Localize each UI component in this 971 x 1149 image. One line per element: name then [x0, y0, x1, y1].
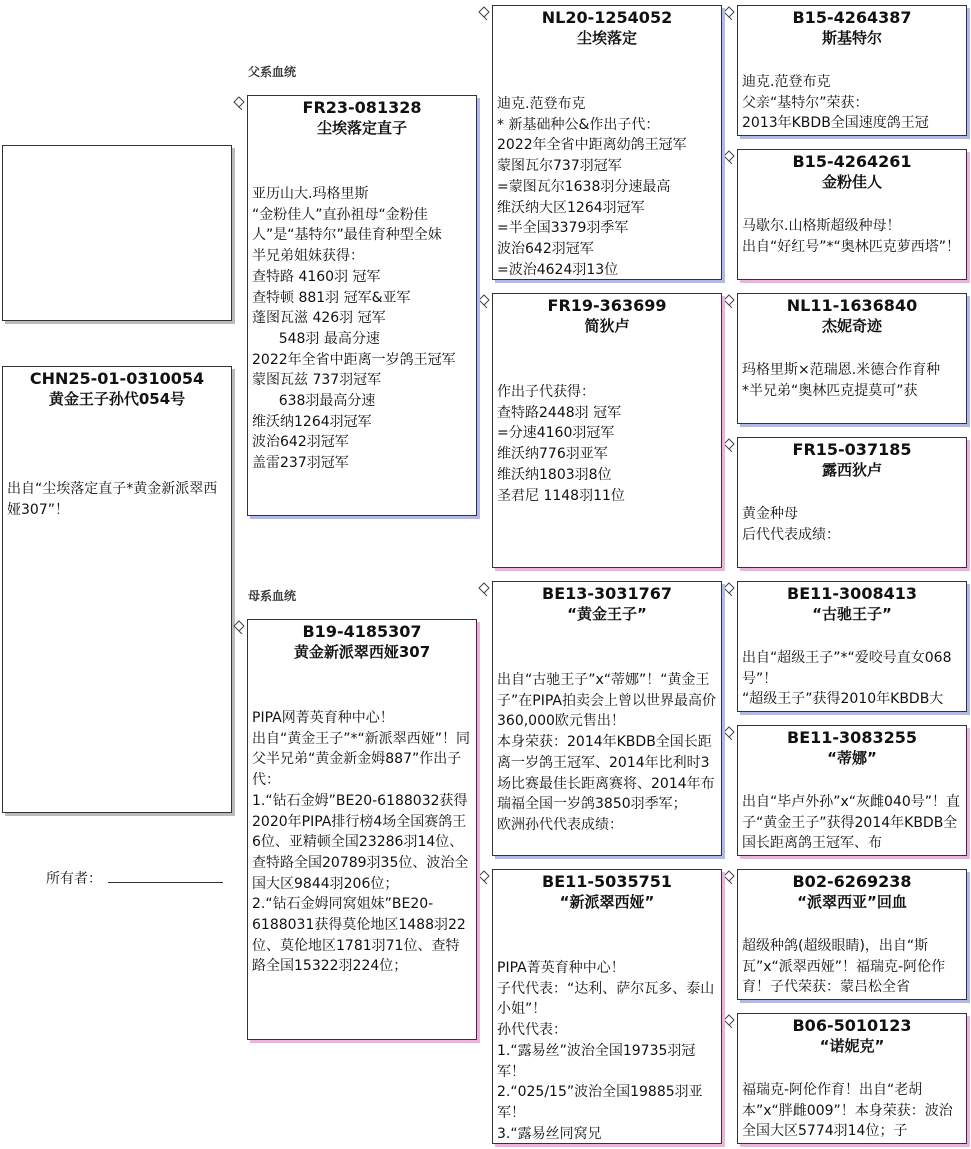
ring-number: B02-6269238 — [792, 872, 912, 891]
pigeon-name: “派翠西亚”回血 — [797, 893, 907, 911]
pigeon-name: 尘埃落定 — [576, 29, 637, 47]
paperclip-icon — [722, 1014, 736, 1028]
paperclip-icon — [722, 438, 736, 452]
pigeon-description: 福瑞克-阿伦作育！出自“老胡本”x“胖雌009”！本身荣获：波治全国大区5774羽14位；子 — [742, 1082, 953, 1140]
ring-number: FR19-363699 — [547, 296, 667, 315]
dam-dam-card[interactable] — [492, 869, 722, 1144]
pigeon-name: “蒂娜” — [827, 749, 877, 767]
pigeon-name: “古驰王子” — [812, 605, 892, 623]
paperclip-icon — [722, 150, 736, 164]
ring-number: BE13-3031767 — [542, 584, 672, 603]
pigeon-description: 亚历山大.玛格里斯 “金粉佳人”直孙祖母“金粉佳人”是“基特尔”最佳育种型全妹 半兄弟姐妹获得： 查特路 4160羽 冠军 查特顿 881羽 冠军&亚军 蓬图瓦滋 426羽 冠军 548羽 最高分速 2022年全省中距离一岁鸽王冠军 蒙图瓦兹 737羽冠军 638羽最高分速 维沃纳1264羽冠军 波治642羽冠军 盖雷237羽冠军 — [252, 186, 456, 472]
pigeon-name: 斯基特尔 — [821, 29, 882, 47]
pigeon-description: 作出子代获得： 查特路2448羽 冠军 =分速4160羽冠军 维沃纳776羽亚军 维沃纳1803羽8位 圣君尼 1148羽11位 — [497, 384, 625, 504]
pigeon-description: 出自“毕卢外孙”x“灰雌040号”！直子“黄金王子”获得2014年KBDB全国长距离鸽王冠军、布 — [742, 794, 961, 852]
sire-dam-card[interactable] — [492, 293, 722, 568]
pigeon-name: “新派翠西娅” — [559, 893, 655, 911]
pigeon-name: 尘埃落定直子 — [316, 119, 407, 137]
pigeon-description: 玛格里斯×范瑞恩.米德合作育种 *半兄弟“奥林匹克提莫可”获 — [742, 362, 941, 399]
paperclip-icon — [722, 726, 736, 740]
ring-number: B19-4185307 — [302, 622, 422, 641]
paperclip-icon — [477, 870, 491, 884]
pigeon-name: 简狄卢 — [584, 317, 630, 335]
paperclip-icon — [722, 582, 736, 596]
pigeon-description: 出自“古驰王子”x“蒂娜”！“黄金王子”在PIPA拍卖会上曾以世界最高价360,000欧元售出！ 本身荣获：2014年KBDB全国长距离一岁鸽王冠军、2014年比利时3场比赛最佳长距离赛将、2014年布瑞福全国一岁鸽3850羽季军； 欧洲孙代代表成绩： — [497, 672, 716, 833]
ring-number: B15-4264387 — [792, 8, 912, 27]
owner-line[interactable] — [108, 870, 223, 883]
subject-card[interactable] — [2, 366, 232, 813]
ring-number: FR23-081328 — [302, 98, 422, 117]
ring-number: BE11-5035751 — [542, 872, 672, 891]
pigeon-description: PIPA网菁英育种中心！ 出自“黄金王子”*“新派翠西娅”！同父半兄弟“黄金新金姆887”作出子代： 1.“钻石金姆”BE20-6188032获得2020年PIPA排行榜4场全国赛鸽王6位、亚精顿全国23286羽14位、查特路全国20789羽35位、波治全国大区9844羽206位； 2.“钻石金姆同窝姐妹”BE20-6188031获得莫伦地区1488羽22位、莫伦地区1781羽71位、查特路全国15322羽224位； — [252, 710, 471, 975]
sire-section-label: 父系血统 — [248, 65, 297, 79]
paperclip-icon — [722, 870, 736, 884]
pigeon-description: 迪克.范登布克 父亲“基特尔”荣获： 2013年KBDB全国速度鸽王冠 — [742, 74, 929, 132]
ring-number: FR15-037185 — [792, 440, 912, 459]
pigeon-description: 迪克.范登布克 * 新基础种公&作出子代： 2022年全省中距离幼鸽王冠军 蒙图瓦尔737羽冠军 =蒙图瓦尔1638羽分速最高 维沃纳大区1264羽冠军 =半全国3379羽季军 波治642羽冠军 =波治4624羽13位 — [497, 96, 687, 277]
ring-number: NL20-1254052 — [541, 8, 673, 27]
dam-card[interactable] — [247, 619, 477, 1040]
pigeon-name: “黄金王子” — [567, 605, 647, 623]
paperclip-icon — [477, 6, 491, 20]
dsd-card[interactable] — [737, 725, 967, 856]
pigeon-description: 黄金种母 后代代表成绩： — [742, 506, 840, 543]
dss-card[interactable] — [737, 581, 967, 712]
ring-number: BE11-3083255 — [787, 728, 917, 747]
pigeon-description: PIPA菁英育种中心！ 子代代表：“达利、萨尔瓦多、泰山小姐”！ 孙代代表： 1.“露易丝”波治全国19735羽冠军！ 2.“025/15”波治全国19885羽亚军！ 3.“露易丝同窝兄 — [497, 960, 715, 1141]
ring-number: B06-5010123 — [792, 1016, 912, 1035]
ring-number: B15-4264261 — [792, 152, 912, 171]
dam-sire-card[interactable] — [492, 581, 722, 856]
pigeon-description: 出自“尘埃落定直子*黄金新派翠西娅307”！ — [7, 481, 218, 518]
paperclip-icon — [477, 582, 491, 596]
ddd-card[interactable] — [737, 1013, 967, 1144]
ring-number: CHN25-01-0310054 — [29, 369, 205, 388]
paperclip-icon — [232, 620, 246, 634]
sire-sire-card[interactable] — [492, 5, 722, 280]
owner-label: 所有者： — [46, 871, 102, 887]
ssd-card[interactable] — [737, 149, 967, 280]
sss-card[interactable] — [737, 5, 967, 136]
pigeon-name: 露西狄卢 — [821, 461, 882, 479]
paperclip-icon — [722, 6, 736, 20]
pigeon-name: 黄金王子孙代054号 — [48, 390, 186, 408]
pigeon-name: 金粉佳人 — [821, 173, 882, 191]
ring-number: BE11-3008413 — [787, 584, 917, 603]
sds-card[interactable] — [737, 293, 967, 424]
pigeon-description: 马歇尔.山格斯超级种母！ 出自“好红号”*“奥林匹克萝西塔”！ — [742, 218, 961, 255]
dds-card[interactable] — [737, 869, 967, 1000]
pigeon-name: 杰妮奇迹 — [821, 317, 882, 335]
paperclip-icon — [232, 96, 246, 110]
pigeon-name: “诺妮克” — [819, 1037, 885, 1055]
pigeon-description: 出自“超级王子”*“爱咬号直女068号”！ “超级王子”获得2010年KBDB大 — [742, 650, 952, 708]
ring-number: NL11-1636840 — [786, 296, 918, 315]
paperclip-icon — [722, 294, 736, 308]
pigeon-name: 黄金新派翠西娅307 — [293, 643, 431, 661]
sdd-card[interactable] — [737, 437, 967, 568]
dam-section-label: 母系血统 — [248, 589, 297, 603]
paperclip-icon — [477, 294, 491, 308]
photo-frame — [2, 145, 232, 321]
owner-field — [46, 868, 223, 888]
sire-card[interactable] — [247, 95, 477, 516]
pigeon-description: 超级种鸽(超级眼睛)，出自“斯瓦”x“派翠西娅”！福瑞克-阿伦作育！子代荣获：蒙吕松全省 — [742, 938, 946, 996]
